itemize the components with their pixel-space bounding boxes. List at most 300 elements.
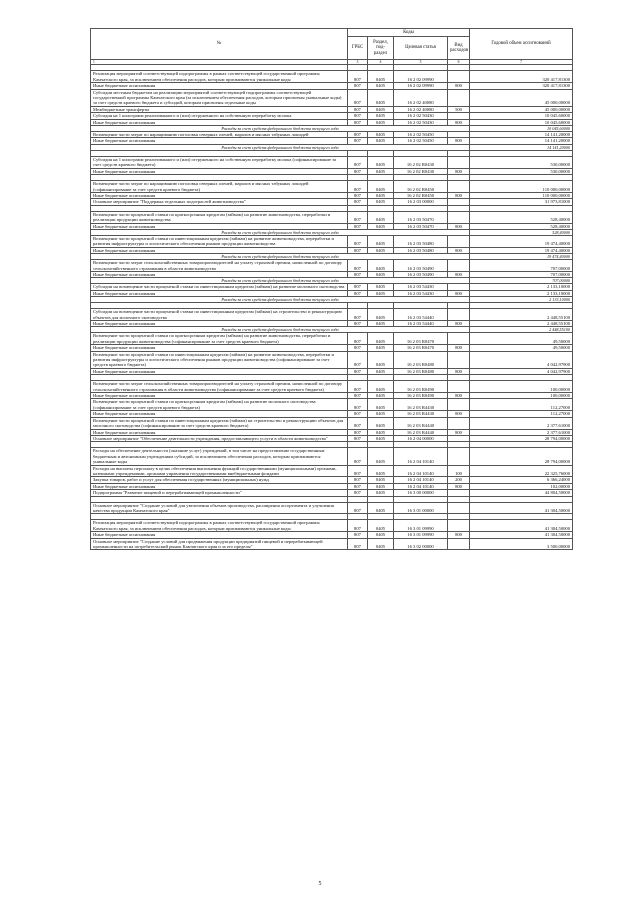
row-name: Иные бюджетные ассигнования (91, 429, 348, 435)
target-article-code: 16 2 04 10140 (394, 465, 448, 477)
annual-amount: 320 417,81300 (470, 71, 573, 83)
grbs-code: 807 (348, 532, 368, 538)
grbs-code: 807 (348, 192, 368, 198)
section-code: 0405 (368, 345, 394, 351)
grbs-code: 807 (348, 448, 368, 465)
annual-amount: 44 804,50000 (470, 490, 573, 496)
annual-amount: 112,27000 (470, 411, 573, 417)
row-name: Подпрограмма "Развитие пищевой и перерабатывающей промышленности" (91, 490, 348, 496)
expense-type-code: 800 (448, 368, 470, 374)
section-code: 0405 (368, 290, 394, 296)
table-row (91, 260, 573, 272)
section-code: 0405 (368, 284, 394, 290)
grbs-code: 807 (348, 351, 368, 368)
target-article-code: 16 2 03 50470 (394, 223, 448, 229)
row-name: Иные бюджетные ассигнования (91, 411, 348, 417)
expense-type-code: 800 (448, 223, 470, 229)
expense-type-code: 800 (448, 247, 470, 253)
table-row (91, 235, 573, 247)
annual-amount: 2 133,10000 (470, 284, 573, 290)
grbs-code: 807 (348, 71, 368, 83)
row-name: Возмещение части процентной ставки по инвестиционным кредитам (займам) на развитие животноводства, переработки и развития инфраструктуры и логистического обеспечения рынков продукции животноводства (софинансирование за счет средств краевого бюджета) (91, 351, 348, 368)
target-article-code: 16 3 00 00000 (394, 490, 448, 496)
target-article-code: 16 2 02 R0450 (394, 181, 448, 193)
row-name: Возмещение части процентной ставки по инвестиционным кредитам (займам) на строительство и реконструкцию объектов для молочного скотоводства (софинансирование за счет средств краевого бюджета) (91, 417, 348, 429)
expense-type-code: 800 (448, 321, 470, 327)
target-article-code: 16 2 02 R0430 (394, 168, 448, 174)
target-article-code: 16 2 03 50470 (394, 211, 448, 223)
target-article-code: 16 2 02 50450 (394, 132, 448, 138)
expense-type-code: 800 (448, 192, 470, 198)
row-name: Иные бюджетные ассигнования (91, 271, 348, 277)
section-code: 0405 (368, 368, 394, 374)
annual-amount: 707,00000 (470, 271, 573, 277)
expense-type-code: 800 (448, 119, 470, 125)
annual-amount: 528,40000 (470, 211, 573, 223)
row-name: Расходы на выплаты персоналу в целях обеспечения выполнения функций государственными (муниципальными) органами, казенными учреждениями, органами управления государственными внебюджетными фондами (91, 465, 348, 477)
section-code: 0405 (368, 333, 394, 345)
expense-type-code: 500 (448, 106, 470, 112)
section-code: 0405 (368, 411, 394, 417)
annual-amount: 28 794,00000 (470, 435, 573, 441)
section-code: 0405 (368, 399, 394, 411)
target-article-code: 16 2 03 R0490 (394, 393, 448, 399)
target-article-code: 16 2 03 50480 (394, 235, 448, 247)
grbs-code: 807 (348, 235, 368, 247)
grbs-code: 807 (348, 345, 368, 351)
grbs-code: 807 (348, 411, 368, 417)
section-code: 0405 (368, 465, 394, 477)
target-article-code: 16 2 02 50430 (394, 119, 448, 125)
expense-type-code: 800 (448, 411, 470, 417)
section-code: 0405 (368, 192, 394, 198)
numbering-cell: 5 (394, 60, 448, 65)
federal-funds-note: Расходы за счет средств федерального бюджета текущего года (91, 327, 470, 333)
section-code: 0405 (368, 483, 394, 489)
section-code: 0405 (368, 71, 394, 83)
row-name: Субсидии местным бюджетам на реализацию мероприятий соответствующей подпрограммы соответствующей государственной программы Камчатского края (за исключением обеспечения расходов, которым присвоены уникальные коды) за счет средств краевого бюджета и субсидий, которым присвоены отдельные коды (91, 89, 348, 106)
row-name: Иные бюджетные ассигнования (91, 168, 348, 174)
table-row (91, 351, 573, 368)
grbs-code: 807 (348, 132, 368, 138)
target-article-code: 16 2 03 R4430 (394, 399, 448, 411)
expense-type-code: 800 (448, 393, 470, 399)
row-name: Основное мероприятие "Обеспечение деятельности учреждения, предоставляющего услуги в области животноводства" (91, 435, 348, 441)
numbering-cell: 4 (368, 60, 394, 65)
table-row (91, 538, 573, 550)
grbs-code: 807 (348, 333, 368, 345)
annual-amount: 41 304,50000 (470, 532, 573, 538)
table-row (91, 520, 573, 532)
target-article-code: 16 3 01 00000 (394, 502, 448, 514)
expense-type-code (448, 399, 470, 411)
grbs-code: 807 (348, 393, 368, 399)
row-name: Иные бюджетные ассигнования (91, 345, 348, 351)
row-name: Иные бюджетные ассигнования (91, 321, 348, 327)
target-article-code: 16 2 04 10140 (394, 483, 448, 489)
grbs-code: 807 (348, 138, 368, 144)
header-codes: Коды (348, 29, 470, 37)
header-number: № (91, 29, 348, 60)
annual-amount: 320 417,81300 (470, 83, 573, 89)
annual-amount: 6 366,24000 (470, 477, 573, 483)
annual-amount: 110 000,00000 (470, 192, 573, 198)
section-code: 0405 (368, 520, 394, 532)
expense-type-code: 800 (448, 429, 470, 435)
row-name: Реализация мероприятий соответствующей подпрограммы в рамках соответствующей государственной программы Камчатского края, за исключением обеспечения расходов, которым присваиваются уникальные коды (91, 71, 348, 83)
federal-funds-note: Расходы за счет средств федерального бюджета текущего года (91, 229, 470, 235)
target-article-code: 16 3 02 00000 (394, 538, 448, 550)
row-name: Возмещение части процентной ставки по краткосрочным кредитам (займам) на развитие животноводства, переработки и реализации продукции животноводства (91, 211, 348, 223)
expense-type-code (448, 235, 470, 247)
table-body (91, 60, 573, 550)
annual-amount: 528,40000 (470, 223, 573, 229)
grbs-code: 807 (348, 483, 368, 489)
table-row (91, 156, 573, 168)
annual-amount: 41 304,50000 (470, 502, 573, 514)
target-article-code: 16 2 03 54430 (394, 284, 448, 290)
annual-amount: 530,00000 (470, 168, 573, 174)
section-code: 0405 (368, 502, 394, 514)
target-article-code: 16 2 02 09990 (394, 71, 448, 83)
expense-type-code: 800 (448, 83, 470, 89)
federal-funds-note: Расходы за счет средств федерального бюджета текущего года (91, 278, 470, 284)
section-code: 0405 (368, 321, 394, 327)
table-row (91, 71, 573, 83)
section-code: 0405 (368, 181, 394, 193)
expense-type-code: 800 (448, 345, 470, 351)
annual-amount: 2 448,55100 (470, 321, 573, 327)
annual-amount: 19 474,40000 (470, 247, 573, 253)
annual-amount: 10 045,60000 (470, 113, 573, 119)
page-number: 5 (318, 881, 322, 887)
expense-type-code (448, 181, 470, 193)
grbs-code: 807 (348, 156, 368, 168)
annual-amount: 100,00000 (470, 393, 573, 399)
target-article-code: 16 3 01 09990 (394, 532, 448, 538)
target-article-code: 16 2 03 50490 (394, 271, 448, 277)
target-article-code: 16 2 03 R4440 (394, 429, 448, 435)
section-code: 0405 (368, 490, 394, 496)
table-row (91, 448, 573, 465)
header-target-article: Целевая статья (394, 37, 448, 60)
target-article-code: 16 3 01 09990 (394, 520, 448, 532)
grbs-code: 807 (348, 290, 368, 296)
section-code: 0405 (368, 211, 394, 223)
table-row (91, 309, 573, 321)
table-row (91, 89, 573, 106)
section-code: 0405 (368, 429, 394, 435)
target-article-code: 16 2 03 R0480 (394, 351, 448, 368)
target-article-code: 16 2 03 00000 (394, 199, 448, 205)
row-name: Иные бюджетные ассигнования (91, 138, 348, 144)
annual-amount: 2 133,10000 (470, 290, 573, 296)
grbs-code: 807 (348, 502, 368, 514)
grbs-code: 807 (348, 477, 368, 483)
grbs-code: 807 (348, 399, 368, 411)
target-article-code: 16 2 02 09990 (394, 83, 448, 89)
expense-type-code (448, 538, 470, 550)
row-name: Возмещение части процентной ставки по краткосрочным кредитам (займам) на развитие молочного скотоводства (софинансирование за счет средств краевого бюджета) (91, 399, 348, 411)
grbs-code: 807 (348, 465, 368, 477)
expense-type-code (448, 417, 470, 429)
target-article-code: 16 2 03 R4430 (394, 411, 448, 417)
section-code: 0405 (368, 199, 394, 205)
annual-amount: 49,50000 (470, 333, 573, 345)
annual-amount: 100,00000 (470, 381, 573, 393)
expense-type-code (448, 309, 470, 321)
target-article-code: 16 2 03 R0480 (394, 368, 448, 374)
target-article-code: 16 2 03 R0470 (394, 333, 448, 345)
header-grbs: ГРБС (348, 37, 368, 60)
grbs-code: 807 (348, 321, 368, 327)
header-row-codes (91, 29, 573, 37)
target-article-code: 16 2 03 R4440 (394, 417, 448, 429)
annual-amount: 28 794,00000 (470, 448, 573, 465)
section-code: 0405 (368, 351, 394, 368)
row-name: Возмещение части затрат по наращиванию поголовья северных оленей, маралов и мясных табунных лошадей (софинансирование за счет средств краевого бюджета) (91, 181, 348, 193)
row-name: Субсидии на возмещение части процентной ставки по инвестиционным кредитам (займам) на развитие молочного скотоводства (91, 284, 348, 290)
section-code: 0405 (368, 235, 394, 247)
federal-funds-amount: 10 045,60000 (470, 126, 573, 132)
numbering-cell: 7 (470, 60, 573, 65)
section-code: 0405 (368, 271, 394, 277)
annual-amount: 530,00000 (470, 156, 573, 168)
row-name: Субсидия на 1 килограмм реализованного и (или) отгруженного на собственную переработку молока (софинансирование за счет средств краевого бюджета) (91, 156, 348, 168)
federal-funds-note: Расходы за счет средств федерального бюджета текущего года (91, 144, 470, 150)
grbs-code: 807 (348, 309, 368, 321)
grbs-code: 807 (348, 381, 368, 393)
numbering-cell: 6 (448, 60, 470, 65)
grbs-code: 807 (348, 490, 368, 496)
expense-type-code (448, 520, 470, 532)
expense-type-code: 800 (448, 168, 470, 174)
annual-amount: 45 000,00000 (470, 89, 573, 106)
header-expense-type: Вид расходов (448, 37, 470, 60)
row-name: Возмещение части процентной ставки по краткосрочным кредитам (займам) на развитие животноводства, переработки и реализации продукции животноводства (софинансирование за счет средств краевого бюджета) (91, 333, 348, 345)
section-code: 0405 (368, 106, 394, 112)
federal-funds-amount: 528,40000 (470, 229, 573, 235)
grbs-code: 807 (348, 368, 368, 374)
target-article-code: 16 2 04 10140 (394, 448, 448, 465)
federal-funds-note: Расходы за счет средств федерального бюджета текущего года (91, 297, 470, 303)
section-code: 0405 (368, 156, 394, 168)
target-article-code: 16 2 03 50480 (394, 247, 448, 253)
expense-type-code: 800 (448, 271, 470, 277)
table-row (91, 211, 573, 223)
grbs-code: 807 (348, 284, 368, 290)
grbs-code: 807 (348, 260, 368, 272)
target-article-code: 16 2 03 R0470 (394, 345, 448, 351)
row-name: Межбюджетные трансферты (91, 106, 348, 112)
federal-funds-note: Расходы за счет средств федерального бюджета текущего года (91, 126, 470, 132)
row-name: Иные бюджетные ассигнования (91, 483, 348, 489)
table-row (91, 381, 573, 393)
annual-amount: 49,50000 (470, 345, 573, 351)
expense-type-code (448, 89, 470, 106)
table-row (91, 399, 573, 411)
row-name: Иные бюджетные ассигнования (91, 223, 348, 229)
target-article-code: 16 2 02 40080 (394, 106, 448, 112)
target-article-code: 16 2 02 R0450 (394, 192, 448, 198)
target-article-code: 16 2 02 50430 (394, 113, 448, 119)
expense-type-code (448, 260, 470, 272)
annual-amount: 41 304,50000 (470, 520, 573, 532)
annual-amount: 102,00000 (470, 483, 573, 489)
grbs-code: 807 (348, 181, 368, 193)
grbs-code: 807 (348, 119, 368, 125)
row-name: Возмещение части затрат сельскохозяйственных товаропроизводителей на уплату страховой премии, начисленной по договору сельскохозяйственного страхования в области животноводства (софинансирование за счет средств краевого бюджета) (91, 381, 348, 393)
row-name: Иные бюджетные ассигнования (91, 83, 348, 89)
expense-type-code (448, 71, 470, 83)
table-row (91, 333, 573, 345)
annual-amount: 10 045,60000 (470, 119, 573, 125)
expense-type-code: 800 (448, 483, 470, 489)
target-article-code: 16 2 02 40080 (394, 89, 448, 106)
table-row (91, 417, 573, 429)
section-code: 0405 (368, 393, 394, 399)
grbs-code: 807 (348, 429, 368, 435)
section-code: 0405 (368, 89, 394, 106)
row-name: Иные бюджетные ассигнования (91, 247, 348, 253)
numbering-cell: 3 (348, 60, 368, 65)
grbs-code: 807 (348, 83, 368, 89)
expense-type-code (448, 351, 470, 368)
table-row (91, 181, 573, 193)
row-name: Возмещение части затрат по наращиванию поголовья северных оленей, маралов и мясных табунных лошадей (91, 132, 348, 138)
target-article-code: 16 2 04 00000 (394, 435, 448, 441)
section-code: 0405 (368, 532, 394, 538)
target-article-code: 16 2 02 50450 (394, 138, 448, 144)
grbs-code: 807 (348, 211, 368, 223)
expense-type-code (448, 502, 470, 514)
target-article-code: 16 2 03 50490 (394, 260, 448, 272)
expense-type-code (448, 211, 470, 223)
row-name: Иные бюджетные ассигнования (91, 532, 348, 538)
annual-amount: 31 973,81000 (470, 199, 573, 205)
row-name: Основное мероприятие "Создание условий для продвижения продукции предприятий пищевой и перерабатывающей промышленности на потребительский рынок Камчатского края и за его пределы" (91, 538, 348, 550)
row-name: Субсидия на 1 килограмм реализованного и (или) отгруженного на собственную переработку молока (91, 113, 348, 119)
annual-amount: 22 325,76000 (470, 465, 573, 477)
federal-funds-amount: 2 448,55100 (470, 327, 573, 333)
federal-funds-amount: 14 141,20000 (470, 144, 573, 150)
grbs-code: 807 (348, 520, 368, 532)
section-code: 0405 (368, 538, 394, 550)
section-code: 0405 (368, 435, 394, 441)
row-name: Иные бюджетные ассигнования (91, 192, 348, 198)
row-name: Расходы на обеспечение деятельности (оказание услуг) учреждений, в том числе на предоставление государственным бюджетным и автономным учреждениям субсидий, за исключением обеспечения расходов, которым присваиваются уникальные коды (91, 448, 348, 465)
grbs-code: 807 (348, 538, 368, 550)
annual-amount: 3 500,00000 (470, 538, 573, 550)
row-name: Закупка товаров, работ и услуг для обеспечения государственных (муниципальных) нужд (91, 477, 348, 483)
annual-amount: 4 042,97900 (470, 351, 573, 368)
section-code: 0405 (368, 477, 394, 483)
grbs-code: 807 (348, 417, 368, 429)
row-name: Иные бюджетные ассигнования (91, 393, 348, 399)
section-code: 0405 (368, 132, 394, 138)
grbs-code: 807 (348, 435, 368, 441)
section-code: 0405 (368, 260, 394, 272)
section-code: 0405 (368, 309, 394, 321)
annual-amount: 14 141,20000 (470, 132, 573, 138)
section-code: 0405 (368, 247, 394, 253)
target-article-code: 16 2 03 R0490 (394, 381, 448, 393)
row-name: Возмещение части затрат сельскохозяйственных товаропроизводителей на уплату страховой премии, начисленной по договору сельскохозяйственного страхования в области животноводства (91, 260, 348, 272)
section-code: 0405 (368, 381, 394, 393)
annual-amount: 19 474,40000 (470, 235, 573, 247)
target-article-code: 16 2 03 54440 (394, 321, 448, 327)
annual-amount: 45 000,00000 (470, 106, 573, 112)
annual-amount: 2 448,55100 (470, 309, 573, 321)
budget-table (90, 28, 573, 550)
section-code: 0405 (368, 417, 394, 429)
federal-funds-amount: 707,00000 (470, 278, 573, 284)
table-row (91, 465, 573, 477)
federal-funds-amount: 19 474,40000 (470, 254, 573, 260)
annual-amount: 2 377,61000 (470, 429, 573, 435)
expense-type-code (448, 448, 470, 465)
target-article-code: 16 2 04 10140 (394, 477, 448, 483)
expense-type-code (448, 381, 470, 393)
grbs-code: 807 (348, 271, 368, 277)
expense-type-code: 800 (448, 138, 470, 144)
section-code: 0405 (368, 83, 394, 89)
row-name: Иные бюджетные ассигнования (91, 290, 348, 296)
target-article-code: 16 2 03 54430 (394, 290, 448, 296)
grbs-code: 807 (348, 247, 368, 253)
grbs-code: 807 (348, 168, 368, 174)
annual-amount: 112,27000 (470, 399, 573, 411)
grbs-code: 807 (348, 89, 368, 106)
row-name: Основное мероприятие "Поддержка отдельных подотраслей животноводства" (91, 199, 348, 205)
section-code: 0405 (368, 223, 394, 229)
row-name: Основное мероприятие "Создание условий для увеличения объемов производства, расширения ассортимента и улучшения качества продукции Камчатского края" (91, 502, 348, 514)
section-code: 0405 (368, 113, 394, 119)
section-code: 0405 (368, 448, 394, 465)
row-name: Иные бюджетные ассигнования (91, 368, 348, 374)
numbering-cell: 1 (91, 60, 348, 65)
expense-type-code: 100 (448, 465, 470, 477)
section-code: 0405 (368, 138, 394, 144)
federal-funds-amount: 2 133,10000 (470, 297, 573, 303)
row-name: Реализация мероприятий соответствующей подпрограммы в рамках соответствующей государственной программы Камчатского края, за исключением обеспечения расходов, которым присваиваются уникальные коды (91, 520, 348, 532)
target-article-code: 16 2 03 54440 (394, 309, 448, 321)
header-razdel: Раздел, под-раздел (368, 37, 394, 60)
row-name: Возмещение части процентной ставки по инвестиционным кредитам (займам) на развитие животноводства, переработки и развития инфраструктуры и логистического обеспечения рынков продукции животноводства (91, 235, 348, 247)
annual-amount: 110 000,00000 (470, 181, 573, 193)
document-page (90, 28, 572, 550)
expense-type-code: 800 (448, 290, 470, 296)
grbs-code: 807 (348, 106, 368, 112)
target-article-code: 16 2 02 R0430 (394, 156, 448, 168)
expense-type-code (448, 156, 470, 168)
row-name: Субсидии на возмещение части процентной ставки по инвестиционным кредитам (займам) на строительство и реконструкцию объектов для молочного скотоводства (91, 309, 348, 321)
section-code: 0405 (368, 119, 394, 125)
table-row (91, 502, 573, 514)
federal-funds-note: Расходы за счет средств федерального бюджета текущего года (91, 254, 470, 260)
expense-type-code: 800 (448, 532, 470, 538)
annual-amount: 4 042,97900 (470, 368, 573, 374)
section-code: 0405 (368, 168, 394, 174)
header-annual-amount: Годовой объем ассигнований (470, 29, 573, 60)
grbs-code: 807 (348, 223, 368, 229)
expense-type-code (448, 333, 470, 345)
annual-amount: 14 141,20000 (470, 138, 573, 144)
grbs-code: 807 (348, 113, 368, 119)
row-name: Иные бюджетные ассигнования (91, 119, 348, 125)
expense-type-code: 200 (448, 477, 470, 483)
annual-amount: 707,00000 (470, 260, 573, 272)
